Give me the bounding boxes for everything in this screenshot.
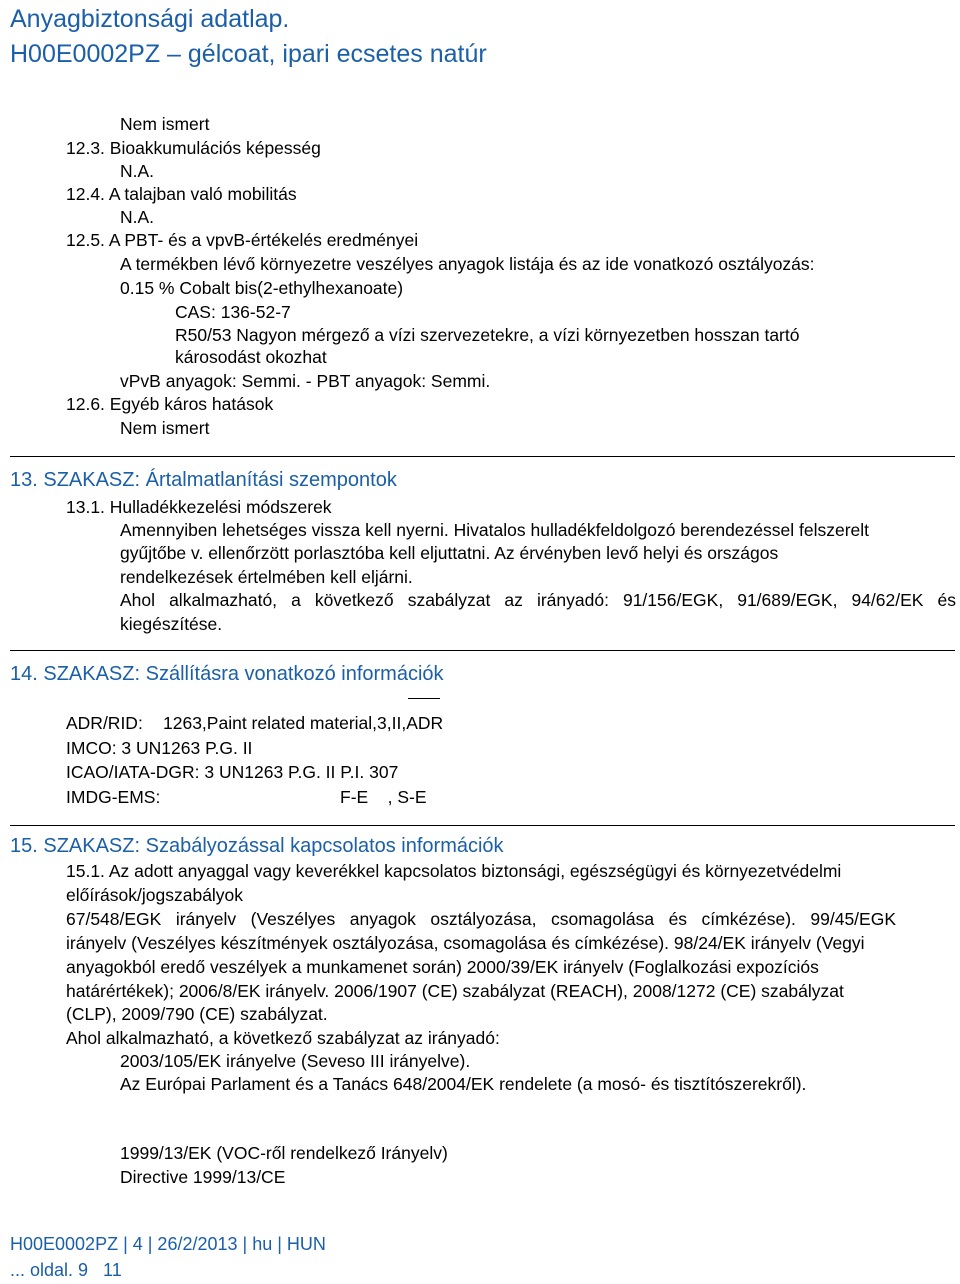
imdg-value: F-E , S-E: [340, 787, 427, 807]
directive-1999-13: Directive 1999/13/CE: [120, 1167, 286, 1187]
disposal-line-4: Ahol alkalmazható, a következő szabályzat az irányadó: 91/156/EGK, 91/689/EGK, 94/62/EK és: [120, 590, 956, 610]
substance-risk-line-2: károsodást okozhat: [175, 347, 327, 367]
other-effects-value: Nem ismert: [120, 418, 210, 438]
product-name: H00E0002PZ – gélcoat, ipari ecsetes natúr: [10, 40, 487, 68]
directives-line-4: határértékek); 2006/8/EK irányelv. 2006/1907 (CE) szabályzat (REACH), 2008/1272 (CE) szabályzat: [66, 981, 844, 1001]
directives-line-1: 67/548/EGK irányelv (Veszélyes anyagok osztályozása, csomagolása és címkézése). 99/45/EGK: [66, 909, 896, 929]
directives-line-2: irányelv (Veszélyes készítmények osztályozása, csomagolása és címkézése). 98/24/EK irányelv (Vegyi: [66, 933, 865, 953]
hazardous-list-intro: A termékben lévő környezetre veszélyes anyagok listája és az ide vonatkozó osztályozás:: [120, 254, 815, 274]
substance-risk-line-1: R50/53 Nagyon mérgező a vízi szervezetekre, a vízi környezetben hosszan tartó: [175, 325, 800, 345]
mobility-value: Nem ismert: [120, 114, 210, 134]
seveso-directive: 2003/105/EK irányelve (Seveso III irányelve).: [120, 1051, 471, 1071]
section-divider: [10, 650, 955, 651]
section-13-heading: 13. SZAKASZ: Ártalmatlanítási szempontok: [10, 469, 397, 491]
section-divider: [10, 456, 955, 457]
imco-line: IMCO: 3 UN1263 P.G. II: [66, 738, 253, 758]
detergent-regulation: Az Európai Parlament és a Tanács 648/2004/EK rendelete (a mosó- és tisztítószerekről).: [120, 1074, 807, 1094]
adr-value: 1263,Paint related material,3,II,ADR: [163, 713, 444, 733]
subsection-12-6: 12.6. Egyéb káros hatások: [66, 394, 274, 414]
directives-line-3: anyagokból eredő veszélyek a munkamenet során) 2000/39/EK irányelv (Foglalkozási expozíciós: [66, 957, 819, 977]
subsection-12-3: 12.3. Bioakkumulációs képesség: [66, 138, 321, 158]
subsection-13-1: 13.1. Hulladékkezelési módszerek: [66, 497, 332, 517]
voc-directive: 1999/13/EK (VOC-ről rendelkező Irányelv): [120, 1143, 448, 1163]
footer-document-code: H00E0002PZ | 4 | 26/2/2013 | hu | HUN: [10, 1234, 326, 1254]
disposal-line-2: gyűjtőbe v. ellenőrzött porlasztóba kell eljuttatni. Az érvényben levő helyi és országos: [120, 543, 779, 563]
document-title: Anyagbiztonsági adatlap.: [10, 5, 290, 33]
short-rule: [408, 698, 440, 699]
section-14-heading: 14. SZAKASZ: Szállításra vonatkozó információk: [10, 663, 444, 685]
subsection-15-1-line-1: 15.1. Az adott anyaggal vagy keverékkel kapcsolatos biztonsági, egészségügyi és környezetvédelmi: [66, 861, 842, 881]
imdg-label: IMDG-EMS:: [66, 787, 161, 807]
subsection-12-4: 12.4. A talajban való mobilitás: [66, 184, 297, 204]
directives-line-5: (CLP), 2009/790 (CE) szabályzat.: [66, 1004, 328, 1024]
footer-page-number: ... oldal. 9 11: [10, 1260, 122, 1280]
disposal-line-3: rendelkezések értelmében kell eljárni.: [120, 567, 413, 587]
pbt-vpvb-result: vPvB anyagok: Semmi. - PBT anyagok: Semmi.: [120, 371, 491, 391]
icao-line: ICAO/IATA-DGR: 3 UN1263 P.G. II P.I. 307: [66, 762, 399, 782]
subsection-15-1-line-2: előírások/jogszabályok: [66, 885, 244, 905]
section-divider: [10, 825, 955, 826]
bioaccumulation-value: N.A.: [120, 161, 155, 181]
subsection-12-5: 12.5. A PBT- és a vpvB-értékelés eredményei: [66, 230, 419, 250]
adr-label: ADR/RID:: [66, 713, 143, 733]
applicable-regulation-intro: Ahol alkalmazható, a következő szabályzat az irányadó:: [66, 1028, 500, 1048]
disposal-line-5: kiegészítése.: [120, 614, 223, 634]
section-15-heading: 15. SZAKASZ: Szabályozással kapcsolatos információk: [10, 835, 504, 857]
soil-mobility-value: N.A.: [120, 207, 155, 227]
disposal-line-1: Amennyiben lehetséges vissza kell nyerni. Hivatalos hulladékfeldolgozó berendezéssel felszerelt: [120, 520, 870, 540]
substance-cas: CAS: 136-52-7: [175, 302, 291, 322]
substance-name: 0.15 % Cobalt bis(2-ethylhexanoate): [120, 278, 404, 298]
